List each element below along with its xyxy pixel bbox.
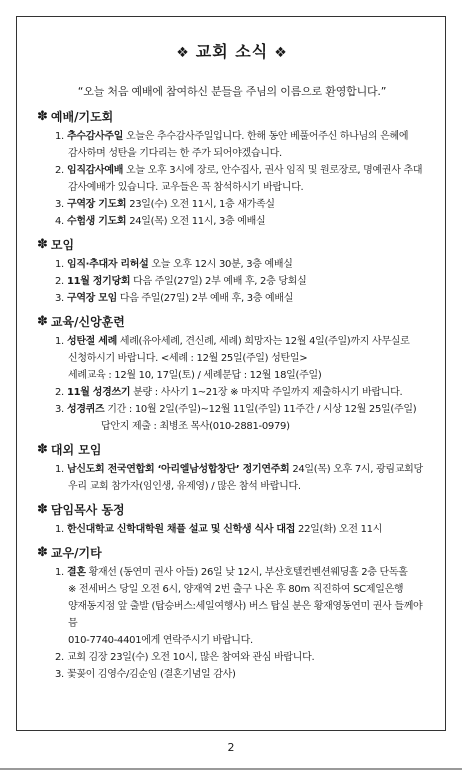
item-number: 3. bbox=[55, 404, 64, 415]
item-label: 추수감사주일 bbox=[66, 131, 124, 142]
item-number: 2. bbox=[55, 276, 64, 287]
item-text: 다음 주일(27일) 2부 예배 후, 2층 당회실 bbox=[133, 276, 307, 287]
news-item bbox=[37, 521, 427, 538]
item-number: 2. bbox=[55, 165, 64, 176]
asterisk-icon: ✽ bbox=[37, 109, 48, 124]
item-number: 1. bbox=[55, 336, 64, 347]
news-item bbox=[37, 273, 427, 290]
title-text: 교회 소식 bbox=[195, 42, 269, 61]
section-heading-text: 예배/기도회 bbox=[50, 110, 114, 124]
news-item bbox=[37, 401, 427, 418]
item-number: 1. bbox=[55, 567, 64, 578]
item-number: 1. bbox=[55, 131, 64, 142]
item-label: 수험생 기도회 bbox=[66, 216, 127, 227]
asterisk-icon: ✽ bbox=[37, 502, 48, 517]
news-item bbox=[37, 162, 427, 179]
item-label: 남신도회 전국연합회 ‘아리엘남성합창단’ 정기연주회 bbox=[66, 464, 290, 475]
item-text: 24일(목) 오전 11시, 3층 예배실 bbox=[129, 216, 266, 227]
item-label: 성경퀴즈 bbox=[66, 404, 105, 415]
item-label: 한신대학교 신학대학원 채플 설교 및 신학생 식사 대접 bbox=[66, 524, 296, 535]
item-text: 세례(유아세례, 견신례, 세례) 희망자는 12월 4일(주일)까지 사무실로 bbox=[119, 336, 410, 347]
welcome-greeting: “오늘 처음 예배에 참여하신 분들을 주님의 이름으로 환영합니다.” bbox=[77, 85, 387, 98]
section-heading bbox=[37, 313, 427, 330]
item-continuation: 답안지 제출 : 최병조 목사(010-2881-0979) bbox=[101, 421, 290, 432]
section-heading-text: 담임목사 동정 bbox=[50, 503, 125, 517]
item-continuation: 감사하며 성탄을 기다리는 한 주가 되어야겠습니다. bbox=[68, 148, 282, 159]
asterisk-icon: ✽ bbox=[37, 237, 48, 252]
diamond-icon: ❖ bbox=[176, 45, 190, 61]
section-heading-text: 교우/기타 bbox=[50, 546, 102, 560]
item-text: 꽃꽂이 김영수/김순임 (결혼기념일 감사) bbox=[66, 669, 236, 680]
section-heading bbox=[37, 108, 427, 125]
news-item bbox=[37, 649, 427, 666]
bulletin-frame bbox=[16, 16, 446, 731]
news-item bbox=[37, 256, 427, 273]
asterisk-icon: ✽ bbox=[37, 442, 48, 457]
item-continuation: 세례교육 : 12월 10, 17일(토) / 세례문답 : 12월 18일(주일) bbox=[68, 370, 322, 381]
item-text: 오늘은 추수감사주일입니다. 한해 동안 베풀어주신 하나님의 은혜에 bbox=[126, 131, 409, 142]
item-label: 구역장 기도회 bbox=[66, 199, 127, 210]
item-number: 3. bbox=[55, 293, 64, 304]
section-heading-text: 모임 bbox=[50, 238, 75, 252]
item-continuation: 감사예배가 있습니다. 교우들은 꼭 참석하시기 바랍니다. bbox=[68, 182, 304, 193]
item-label: 임직·추대자 리허설 bbox=[66, 259, 149, 270]
page-number: 2 bbox=[227, 741, 235, 754]
news-item bbox=[37, 290, 427, 307]
item-continuation: 양재동지점 앞 출발 (탑승버스:세일여행사) 버스 탑실 분은 황재영동연미 권사 들께야믐 bbox=[68, 601, 423, 629]
diamond-icon: ❖ bbox=[274, 45, 288, 61]
asterisk-icon: ✽ bbox=[37, 545, 48, 560]
item-label: 11월 정기당회 bbox=[66, 276, 131, 287]
item-number: 2. bbox=[55, 387, 64, 398]
item-label: 구역장 모임 bbox=[66, 293, 117, 304]
item-number: 2. bbox=[55, 652, 64, 663]
item-continuation: 신청하시기 바랍니다. <세례 : 12월 25일(주일) 성탄일> bbox=[68, 353, 308, 364]
bulletin-content bbox=[37, 39, 427, 683]
item-number: 3. bbox=[55, 199, 64, 210]
item-continuation: 010-7740-4401에게 연락주시기 바랍니다. bbox=[68, 635, 253, 646]
item-label: 결혼 bbox=[66, 567, 86, 578]
item-continuation: ※ 전세버스 당일 오전 6시, 양재역 2번 출구 나온 후 80m 직진하여 SC제일은행 bbox=[68, 584, 404, 595]
news-item bbox=[37, 461, 427, 478]
asterisk-icon: ✽ bbox=[37, 314, 48, 329]
item-number: 1. bbox=[55, 259, 64, 270]
section-heading bbox=[37, 441, 427, 458]
section-heading bbox=[37, 544, 427, 561]
item-label: 11월 성경쓰기 bbox=[66, 387, 131, 398]
item-text: 22일(화) 오전 11시 bbox=[298, 524, 383, 535]
news-item bbox=[37, 196, 427, 213]
bottom-divider bbox=[0, 768, 462, 770]
item-text: 다음 주일(27일) 2부 예배 후, 3층 예배실 bbox=[119, 293, 294, 304]
item-text: 기간 : 10월 2일(주일)~12월 11일(주일) 11주간 / 시상 12월 25일(주일) bbox=[107, 404, 417, 415]
item-text: 교회 김장 23일(수) 오전 10시, 많은 참여와 관심 바랍니다. bbox=[66, 652, 315, 663]
item-number: 4. bbox=[55, 216, 64, 227]
item-text: 오늘 오후 12시 30분, 3층 예배실 bbox=[151, 259, 293, 270]
news-item bbox=[37, 564, 427, 581]
news-item bbox=[37, 666, 427, 683]
item-number: 1. bbox=[55, 464, 64, 475]
news-item bbox=[37, 333, 427, 350]
item-text: 오늘 오후 3시에 장로, 안수집사, 권사 임직 및 원로장로, 명예권사 추대 bbox=[126, 165, 423, 176]
section-heading bbox=[37, 236, 427, 253]
news-item bbox=[37, 213, 427, 230]
section-heading-text: 교육/신앙훈련 bbox=[50, 315, 125, 329]
news-item bbox=[37, 128, 427, 145]
news-sections bbox=[37, 108, 427, 683]
page-title bbox=[37, 39, 427, 62]
news-item bbox=[37, 384, 427, 401]
section-heading-text: 대외 모임 bbox=[50, 443, 102, 457]
item-text: 23일(수) 오전 11시, 1층 새가족실 bbox=[129, 199, 275, 210]
item-text: 황재선 (동연미 권사 아들) 26일 낮 12시, 부산호텔컨벤션웨딩홀 2층 단독홀 bbox=[88, 567, 408, 578]
item-text: 분량 : 사사기 1~21장 ※ 마지막 주일까지 제출하시기 바랍니다. bbox=[133, 387, 403, 398]
item-label: 임직감사예배 bbox=[66, 165, 124, 176]
item-continuation: 우리 교회 참가자(임인생, 유제영) / 많은 참석 바랍니다. bbox=[68, 481, 301, 492]
item-number: 3. bbox=[55, 669, 64, 680]
section-heading bbox=[37, 501, 427, 518]
item-text: 24일(목) 오후 7시, 광림교회당 bbox=[292, 464, 423, 475]
item-number: 1. bbox=[55, 524, 64, 535]
item-label: 성탄절 세례 bbox=[66, 336, 117, 347]
